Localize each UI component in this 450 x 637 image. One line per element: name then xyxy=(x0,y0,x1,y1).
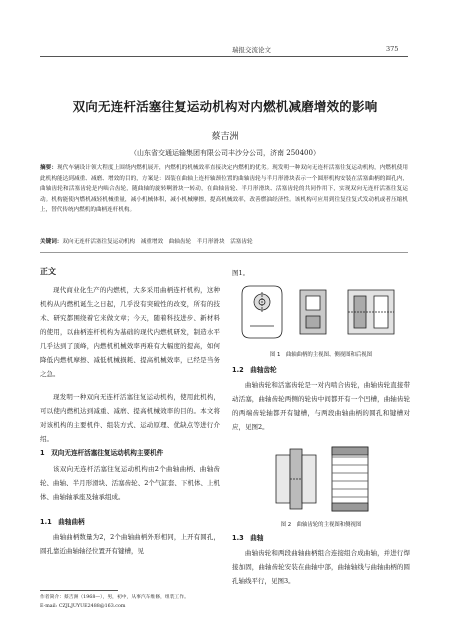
figure-2-front-view xyxy=(276,449,316,509)
footnote-rule xyxy=(40,590,118,591)
figure-1-crank-views xyxy=(236,282,406,342)
intro-paragraph-1: 现代商业化生产的内燃机，大多采用曲柄连杆机构，这种机构从内燃机诞生之日起，几乎没有突破性的改变，所有的技术、研究都围绕着它来做文章；今天，随着科技进步、新材料的使用，以曲柄连杆机构为基础的现代内燃机研发，制造水平几乎达到了顶峰，内燃机机械效率再难有大幅度的提高，如何降低内燃机摩擦、减低机械损耗、提高机械效率，已经是当务之急。 xyxy=(40,286,220,378)
keywords-text: 双向无连杆活塞往复运动机构 减重增效 曲轴齿轮 半月形滑块 活塞齿轮 xyxy=(62,239,253,245)
keywords xyxy=(40,237,408,247)
intro-paragraph-2: 现发明一种双向无连杆活塞往复运动机构，使用此机构，可以使内燃机达到减重、减磨、提高机械效率的目的。本文将对该机构的主要机件、组装方式、运动原理、优缺点等进行介绍。 xyxy=(40,393,220,443)
subsection-1-1-paragraph: 曲轴曲柄数量为2，2个曲轴曲柄外形相同，上开有圆孔，圆孔靠近曲轴轴径位置开有键槽，见 xyxy=(40,533,220,555)
subsection-1-2-heading: 1.2 曲轴齿轮 xyxy=(232,366,277,374)
subsection-1-3-paragraph: 曲轴齿轮和两段曲轴曲柄组合连接组合成曲轴，并进行焊接加固，曲轴齿轮安装在曲轴中部，曲轴轴线与曲轴曲柄的圆孔轴线平行，见图3。 xyxy=(232,549,410,585)
intro-heading: 正文 xyxy=(40,267,56,276)
subsection-1-3-heading: 1.3 曲轴 xyxy=(232,534,264,542)
page-number: 375 xyxy=(386,45,399,53)
figure-2-gear-views xyxy=(262,443,382,515)
abstract-text: 现代车辆设计领大程度上围绕内燃机展开，内燃机的机械效率直接决定内燃机的优劣。现发明一种双向无连杆活塞往复运动机构，内燃机使用此机构能达到减重、减磨、增效的目的，方案是：固装在曲轴上连杆轴颈位置的曲轴齿轮与半月形滑块表示一个圆形机构安装在活塞曲柄的圆孔内，曲轴齿轮和活塞齿轮是内啮合齿轮，随曲轴的旋转啊滑块一转动，在曲轴齿轮、半月形滑块、活塞齿轮的共同作用下，实现双向无连杆活塞往复运动。机构能使内燃机减轻机械重量，减小机械体积，减小机械摩擦，提高机械效率，改善燃油经济性。该机构可应用到往复往复式发动机或者压缩机上，替代传统内燃机的曲柄连杆机构。 xyxy=(40,165,408,214)
subsection-1-1-heading: 1.1 曲轴曲柄 xyxy=(40,518,85,526)
figure-1-side-view xyxy=(300,290,326,334)
footnote-author-bio: 作者简介：蔡吉洲（1968—），男，初中，从事汽车维修，组装工作。 xyxy=(40,595,189,600)
footnote xyxy=(40,593,220,611)
section-1-heading: 1 双向无连杆活塞往复运动机构主要机件 xyxy=(40,449,164,457)
figure-reference: 图1。 xyxy=(232,269,250,277)
abstract xyxy=(40,163,408,216)
header-band xyxy=(0,0,450,40)
article-title: 双向无连杆活塞往复运动机构对内燃机减磨增效的影响 xyxy=(72,99,378,114)
author-affiliation: （山东省交通运输集团有限公司丰沙分公司，济南 250400） xyxy=(130,149,320,157)
figure-1-caption: 图 1 曲轴曲柄的主视图、侧视图和后视图 xyxy=(269,352,373,358)
header-rule xyxy=(40,56,408,57)
section-1-paragraph: 该双向无连杆活塞往复运动机构由2个曲轴曲柄、曲轴齿轮、曲轴、半月形滑块、活塞齿轮、2个气缸套、下机体、上机体、曲轴轴承座及轴承组成。 xyxy=(40,465,220,501)
section-divider xyxy=(40,252,408,253)
abstract-label: 摘要： xyxy=(40,165,57,171)
keywords-label: 关键词： xyxy=(40,239,63,245)
article-author: 蔡吉洲 xyxy=(211,132,239,142)
figure-2-caption: 图 2 曲轴齿轮的主视图和侧视图 xyxy=(280,522,362,528)
subsection-1-2-paragraph: 曲轴齿轮和活塞齿轮是一对内啮合齿轮，曲轴齿轮直接带动活塞，曲轴齿轮两侧的轮齿中间都开有一个凹槽，曲轴齿轮的两端齿轮轴都开有键槽，与两段曲轴曲柄的圆孔和键槽对应，见图2。 xyxy=(232,381,410,431)
figure-1-rear-view xyxy=(348,290,394,334)
figure-2-side-view xyxy=(332,447,368,511)
figure-1-front-view xyxy=(242,286,282,338)
running-head: 瑞报交流论文 xyxy=(232,46,271,54)
footnote-email: E-mail: CZJLJUYUE2488@163.com xyxy=(40,604,126,609)
